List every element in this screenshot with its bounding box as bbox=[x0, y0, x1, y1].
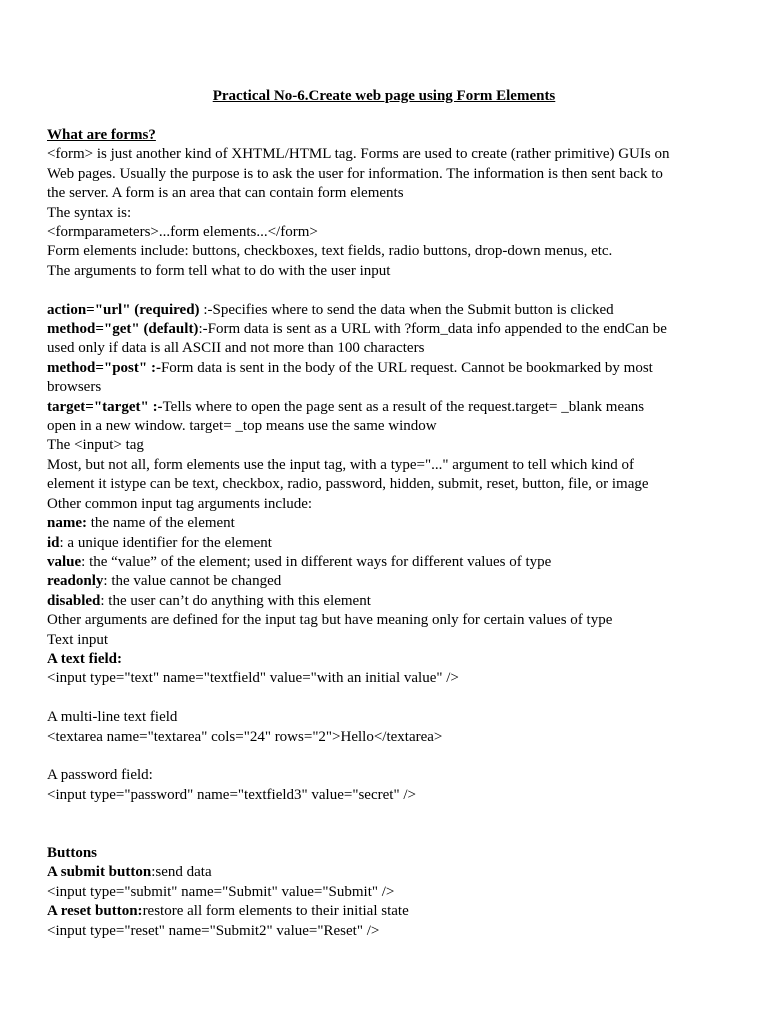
input-tag-line: Other common input tag arguments include: bbox=[47, 495, 313, 512]
reset-button-code: <input type="reset" name="Submit2" value="Reset" /> bbox=[47, 922, 380, 939]
password-label: A password field: bbox=[47, 767, 153, 784]
arg-target bbox=[47, 398, 747, 417]
arg-get-desc: :-Form data is sent as a URL with ?form_data info appended to the endCan be bbox=[198, 321, 667, 338]
intro-line: The arguments to form tell what to do with the user input bbox=[47, 262, 391, 279]
multiline-label: A multi-line text field bbox=[47, 709, 178, 726]
submit-button-code: <input type="submit" name="Submit" value="Submit" /> bbox=[47, 883, 395, 900]
intro-line: The syntax is: bbox=[47, 204, 132, 221]
buttons-heading-text: Buttons bbox=[47, 844, 98, 861]
attr-readonly-term: readonly bbox=[47, 573, 104, 590]
attr-readonly bbox=[47, 572, 747, 591]
spacer bbox=[47, 747, 747, 766]
spacer bbox=[47, 689, 747, 708]
attr-disabled-desc: : the user can’t do anything with this element bbox=[100, 592, 371, 609]
attr-value-desc: : the “value” of the element; used in different ways for different values of type bbox=[81, 553, 552, 570]
arg-target-desc-cont: open in a new window. target= _top means use the same window bbox=[47, 418, 437, 435]
arg-get-desc-cont: used only if data is all ASCII and not more than 100 characters bbox=[47, 340, 425, 357]
attr-name-desc: the name of the element bbox=[87, 515, 235, 532]
arg-action-desc: :-Specifies where to send the data when the Submit button is clicked bbox=[199, 301, 614, 318]
text-input-heading: Text input bbox=[47, 631, 109, 648]
arg-post-desc: Form data is sent in the body of the URL request. Cannot be bookmarked by most bbox=[160, 359, 653, 376]
arg-post-term: method="post" :- bbox=[47, 359, 161, 376]
password-code: <input type="password" name="textfield3" value="secret" /> bbox=[47, 786, 416, 803]
intro-line: the server. A form is an area that can contain form elements bbox=[47, 185, 404, 202]
other-args-line: Other arguments are defined for the input tag but have meaning only for certain values of type bbox=[47, 612, 613, 629]
input-tag-line: element it istype can be text, checkbox, radio, password, hidden, submit, reset, button, file, or image bbox=[47, 476, 649, 493]
arg-action-term: action="url" (required) bbox=[47, 301, 200, 318]
attr-value-term: value bbox=[47, 553, 82, 570]
intro-line: Web pages. Usually the purpose is to ask the user for information. The information is then sent back to bbox=[47, 165, 663, 182]
forms-heading: What are forms? bbox=[47, 127, 156, 143]
attr-id bbox=[47, 534, 747, 553]
arg-get-term: method="get" (default) bbox=[47, 321, 199, 338]
text-field-label-text: A text field: bbox=[47, 650, 122, 667]
arg-action bbox=[47, 301, 747, 320]
spacer bbox=[47, 805, 747, 844]
attr-disabled-term: disabled bbox=[47, 592, 101, 609]
page-title: Practical No-6.Create web page using Form Elements bbox=[212, 88, 556, 104]
submit-button-desc bbox=[47, 863, 747, 882]
submit-button-desc-text: :send data bbox=[151, 864, 212, 881]
arg-get bbox=[47, 320, 747, 339]
attr-id-desc: : a unique identifier for the element bbox=[59, 534, 272, 551]
intro-line: <formparameters>...form elements...</form> bbox=[47, 224, 318, 241]
attr-value bbox=[47, 553, 747, 572]
reset-button-desc-text: restore all form elements to their initial state bbox=[142, 903, 409, 920]
text-field-code: <input type="text" name="textfield" value="with an initial value" /> bbox=[47, 670, 459, 687]
intro-line: Form elements include: buttons, checkboxes, text fields, radio buttons, drop-down menus, etc. bbox=[47, 243, 613, 260]
text-field-label bbox=[47, 650, 747, 669]
arg-target-term: target="target" :- bbox=[47, 398, 163, 415]
attr-name-term: name: bbox=[47, 515, 87, 532]
reset-button-term: A reset button: bbox=[47, 903, 143, 920]
spacer bbox=[47, 281, 747, 300]
attr-id-term: id bbox=[47, 534, 60, 551]
submit-button-term: A submit button bbox=[47, 864, 152, 881]
document-body bbox=[47, 126, 747, 941]
intro-line: <form> is just another kind of XHTML/HTML tag. Forms are used to create (rather primitive) GUIs on bbox=[47, 146, 670, 163]
attr-disabled bbox=[47, 592, 747, 611]
reset-button-desc bbox=[47, 902, 747, 921]
arg-post bbox=[47, 359, 747, 378]
buttons-heading bbox=[47, 844, 747, 863]
arg-post-desc-cont: browsers bbox=[47, 379, 102, 396]
input-tag-heading: The <input> tag bbox=[47, 437, 144, 454]
multiline-code: <textarea name="textarea" cols="24" rows="2">Hello</textarea> bbox=[47, 728, 443, 745]
attr-readonly-desc: : the value cannot be changed bbox=[103, 573, 282, 590]
input-tag-line: Most, but not all, form elements use the input tag, with a type="..." argument to tell which kind of bbox=[47, 456, 634, 473]
arg-target-desc: Tells where to open the page sent as a result of the request.target= _blank means bbox=[162, 398, 645, 415]
attr-name bbox=[47, 514, 747, 533]
